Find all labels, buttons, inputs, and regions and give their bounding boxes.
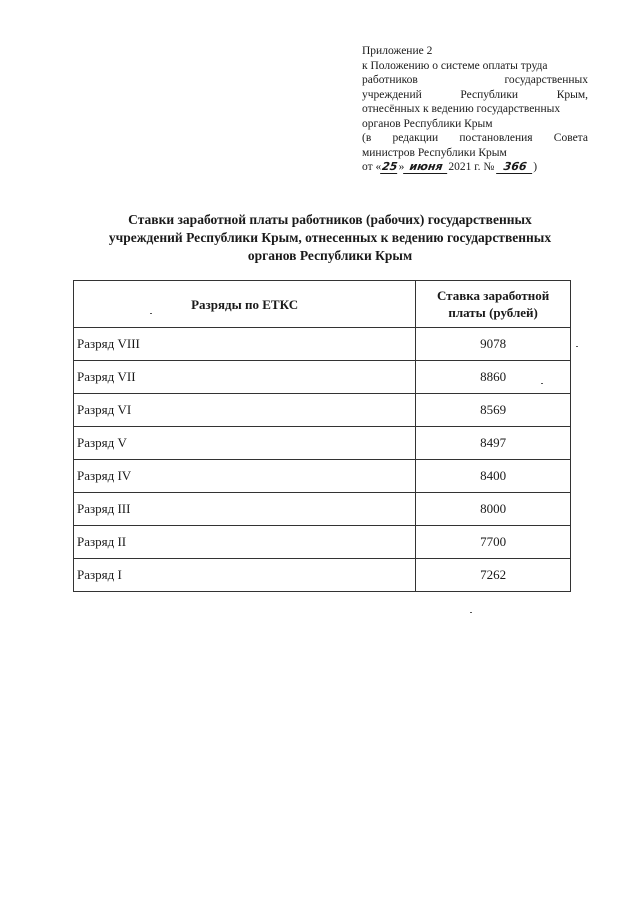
scan-speck bbox=[576, 346, 578, 347]
resolution-date-line: от «25» июня 2021 г. № 366 ) bbox=[362, 160, 538, 173]
appendix-line-6: органов Республики Крым bbox=[362, 117, 493, 130]
appendix-header bbox=[362, 44, 588, 175]
document-title bbox=[60, 211, 600, 265]
table-row bbox=[74, 361, 571, 394]
rate-cell: 8400 bbox=[416, 460, 571, 493]
table-row bbox=[74, 460, 571, 493]
appendix-line-3: работников государственных bbox=[362, 74, 588, 86]
table-header-row bbox=[74, 281, 571, 328]
rate-cell: 8569 bbox=[416, 394, 571, 427]
scan-speck bbox=[541, 383, 543, 384]
appendix-line-4: учреждений Республики Крым, bbox=[362, 88, 588, 101]
table-row bbox=[74, 328, 571, 361]
rate-cell: 9078 bbox=[416, 328, 571, 361]
grade-cell: Разряд VIII bbox=[74, 328, 416, 361]
grade-cell: Разряд V bbox=[74, 427, 416, 460]
handwritten-month: июня bbox=[403, 161, 449, 174]
grade-cell: Разряд III bbox=[74, 493, 416, 526]
table-row bbox=[74, 493, 571, 526]
grade-cell: Разряд II bbox=[74, 526, 416, 559]
appendix-line-8: министров Республики Крым bbox=[362, 146, 507, 159]
rate-cell: 8497 bbox=[416, 427, 571, 460]
rate-cell: 7262 bbox=[416, 559, 571, 592]
handwritten-day: 25 bbox=[381, 160, 399, 173]
grade-cell: Разряд IV bbox=[74, 460, 416, 493]
appendix-line-5: отнесённых к ведению государственных bbox=[362, 103, 561, 115]
title-line-3: органов Республики Крым bbox=[247, 248, 413, 263]
title-line-1: Ставки заработной платы работников (рабочих) государственных bbox=[128, 212, 532, 227]
wage-rates-table bbox=[73, 280, 571, 592]
table-row bbox=[74, 559, 571, 592]
header-grade: Разряды по ЕТКС bbox=[74, 281, 416, 328]
scan-speck bbox=[150, 313, 152, 314]
appendix-number: Приложение 2 bbox=[362, 45, 433, 57]
grade-cell: Разряд VI bbox=[74, 394, 416, 427]
rate-cell: 8000 bbox=[416, 493, 571, 526]
appendix-line-7: (в редакции постановления Совета bbox=[362, 132, 588, 144]
title-line-2: учреждений Республики Крым, отнесенных к ведению государственных bbox=[108, 230, 552, 245]
table-row bbox=[74, 394, 571, 427]
handwritten-resolution-number: 366 bbox=[496, 161, 534, 174]
table-row bbox=[74, 526, 571, 559]
table-row bbox=[74, 427, 571, 460]
scan-speck bbox=[470, 612, 472, 613]
grade-cell: Разряд VII bbox=[74, 361, 416, 394]
rate-cell: 7700 bbox=[416, 526, 571, 559]
rate-cell: 8860 bbox=[416, 361, 571, 394]
appendix-reference: к Положению о системе оплаты труда bbox=[362, 59, 548, 72]
header-rate: Ставка заработной платы (рублей) bbox=[416, 281, 571, 328]
grade-cell: Разряд I bbox=[74, 559, 416, 592]
